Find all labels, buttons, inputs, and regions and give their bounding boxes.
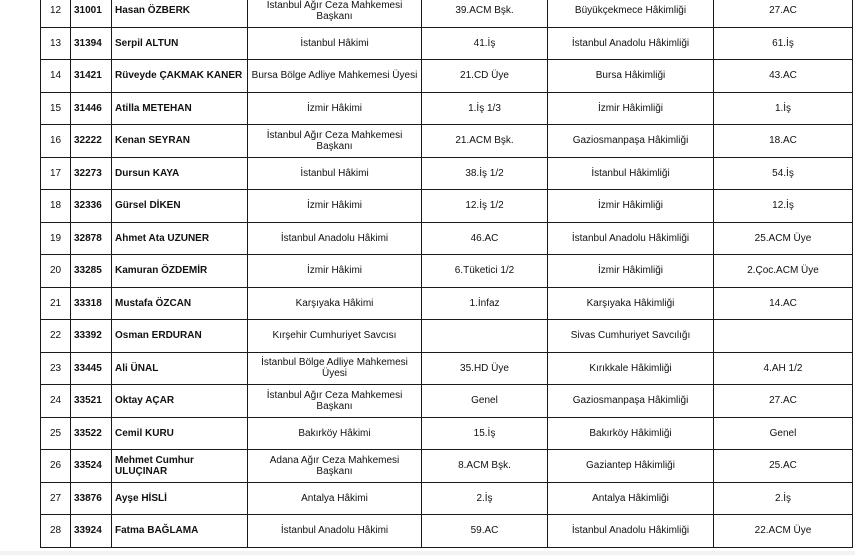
- new-post-cell: 43.AC: [714, 60, 853, 93]
- table-row: [41, 92, 853, 125]
- new-post-cell: 4.AH 1/2: [714, 352, 853, 385]
- new-post-cell: 25.AC: [714, 450, 853, 483]
- current-position-cell: Antalya Hâkimi: [248, 482, 422, 515]
- current-post-cell: 41.İş: [422, 27, 548, 60]
- person-name-cell: Serpil ALTUN: [112, 27, 248, 60]
- row-number-cell: 19: [41, 222, 71, 255]
- new-post-cell: 2.İş: [714, 482, 853, 515]
- current-post-cell: 35.HD Üye: [422, 352, 548, 385]
- current-position-cell: İzmir Hâkimi: [248, 92, 422, 125]
- registry-number-cell: 32222: [71, 125, 112, 158]
- current-post-cell: 15.İş: [422, 417, 548, 450]
- row-number-cell: 15: [41, 92, 71, 125]
- row-number-cell: 28: [41, 515, 71, 548]
- new-post-cell: 25.ACM Üye: [714, 222, 853, 255]
- person-name-cell: Kamuran ÖZDEMİR: [112, 255, 248, 288]
- table-row: [41, 352, 853, 385]
- new-position-cell: İzmir Hâkimliği: [548, 190, 714, 223]
- current-position-cell: İzmir Hâkimi: [248, 190, 422, 223]
- current-position-cell: İstanbul Ağır Ceza Mahkemesi Başkanı: [248, 0, 422, 27]
- current-post-cell: [422, 320, 548, 353]
- registry-number-cell: 31394: [71, 27, 112, 60]
- table-row: [41, 417, 853, 450]
- table-row: [41, 190, 853, 223]
- assignment-table: [40, 0, 853, 548]
- person-name-cell: Kenan SEYRAN: [112, 125, 248, 158]
- registry-number-cell: 33392: [71, 320, 112, 353]
- registry-number-cell: 33285: [71, 255, 112, 288]
- current-post-cell: 1.İnfaz: [422, 287, 548, 320]
- registry-number-cell: 31001: [71, 0, 112, 27]
- new-post-cell: Genel: [714, 417, 853, 450]
- new-post-cell: 2.Çoc.ACM Üye: [714, 255, 853, 288]
- person-name-cell: Oktay AÇAR: [112, 385, 248, 418]
- row-number-cell: 22: [41, 320, 71, 353]
- person-name-cell: Cemil KURU: [112, 417, 248, 450]
- new-position-cell: Gaziosmanpaşa Hâkimliği: [548, 125, 714, 158]
- table-row: [41, 385, 853, 418]
- new-position-cell: Gaziosmanpaşa Hâkimliği: [548, 385, 714, 418]
- current-post-cell: Genel: [422, 385, 548, 418]
- new-position-cell: Karşıyaka Hâkimliği: [548, 287, 714, 320]
- new-position-cell: Büyükçekmece Hâkimliği: [548, 0, 714, 27]
- row-number-cell: 14: [41, 60, 71, 93]
- registry-number-cell: 33524: [71, 450, 112, 483]
- new-post-cell: 1.İş: [714, 92, 853, 125]
- new-post-cell: 12.İş: [714, 190, 853, 223]
- new-post-cell: 18.AC: [714, 125, 853, 158]
- registry-number-cell: 33522: [71, 417, 112, 450]
- table-row: [41, 320, 853, 353]
- person-name-cell: Fatma BAĞLAMA: [112, 515, 248, 548]
- current-post-cell: 1.İş 1/3: [422, 92, 548, 125]
- registry-number-cell: 31421: [71, 60, 112, 93]
- table-body: [41, 0, 853, 547]
- table-row: [41, 255, 853, 288]
- current-position-cell: İstanbul Hâkimi: [248, 157, 422, 190]
- row-number-cell: 13: [41, 27, 71, 60]
- current-post-cell: 39.ACM Bşk.: [422, 0, 548, 27]
- current-post-cell: 8.ACM Bşk.: [422, 450, 548, 483]
- current-position-cell: Bakırköy Hâkimi: [248, 417, 422, 450]
- page-bottom-edge: [0, 551, 855, 555]
- person-name-cell: Gürsel DİKEN: [112, 190, 248, 223]
- row-number-cell: 25: [41, 417, 71, 450]
- current-position-cell: Kırşehir Cumhuriyet Savcısı: [248, 320, 422, 353]
- person-name-cell: Mehmet Cumhur ULUÇINAR: [112, 450, 248, 483]
- table-row: [41, 0, 853, 27]
- current-position-cell: İstanbul Anadolu Hâkimi: [248, 515, 422, 548]
- row-number-cell: 27: [41, 482, 71, 515]
- row-number-cell: 23: [41, 352, 71, 385]
- current-position-cell: İstanbul Bölge Adliye Mahkemesi Üyesi: [248, 352, 422, 385]
- new-position-cell: İstanbul Hâkimliği: [548, 157, 714, 190]
- registry-number-cell: 33924: [71, 515, 112, 548]
- person-name-cell: Hasan ÖZBERK: [112, 0, 248, 27]
- new-post-cell: 61.İş: [714, 27, 853, 60]
- new-post-cell: 22.ACM Üye: [714, 515, 853, 548]
- row-number-cell: 20: [41, 255, 71, 288]
- table-row: [41, 482, 853, 515]
- registry-number-cell: 32336: [71, 190, 112, 223]
- current-post-cell: 38.İş 1/2: [422, 157, 548, 190]
- row-number-cell: 16: [41, 125, 71, 158]
- person-name-cell: Mustafa ÖZCAN: [112, 287, 248, 320]
- new-post-cell: 27.AC: [714, 385, 853, 418]
- new-position-cell: Kırıkkale Hâkimliği: [548, 352, 714, 385]
- current-post-cell: 12.İş 1/2: [422, 190, 548, 223]
- registry-number-cell: 33521: [71, 385, 112, 418]
- table-row: [41, 515, 853, 548]
- table-row: [41, 450, 853, 483]
- current-post-cell: 59.AC: [422, 515, 548, 548]
- new-position-cell: Gaziantep Hâkimliği: [548, 450, 714, 483]
- new-position-cell: İzmir Hâkimliği: [548, 92, 714, 125]
- new-post-cell: 27.AC: [714, 0, 853, 27]
- new-post-cell: [714, 320, 853, 353]
- registry-number-cell: 33876: [71, 482, 112, 515]
- row-number-cell: 26: [41, 450, 71, 483]
- new-position-cell: Sivas Cumhuriyet Savcılığı: [548, 320, 714, 353]
- new-position-cell: İzmir Hâkimliği: [548, 255, 714, 288]
- table-row: [41, 157, 853, 190]
- new-position-cell: İstanbul Anadolu Hâkimliği: [548, 222, 714, 255]
- current-position-cell: İstanbul Hâkimi: [248, 27, 422, 60]
- row-number-cell: 21: [41, 287, 71, 320]
- registry-number-cell: 32878: [71, 222, 112, 255]
- new-position-cell: Bursa Hâkimliği: [548, 60, 714, 93]
- row-number-cell: 24: [41, 385, 71, 418]
- person-name-cell: Osman ERDURAN: [112, 320, 248, 353]
- current-post-cell: 2.İş: [422, 482, 548, 515]
- current-position-cell: Karşıyaka Hâkimi: [248, 287, 422, 320]
- new-post-cell: 54.İş: [714, 157, 853, 190]
- person-name-cell: Dursun KAYA: [112, 157, 248, 190]
- table-row: [41, 222, 853, 255]
- new-position-cell: Antalya Hâkimliği: [548, 482, 714, 515]
- current-position-cell: İzmir Hâkimi: [248, 255, 422, 288]
- person-name-cell: Rüveyde ÇAKMAK KANER: [112, 60, 248, 93]
- registry-number-cell: 31446: [71, 92, 112, 125]
- current-post-cell: 6.Tüketici 1/2: [422, 255, 548, 288]
- new-post-cell: 14.AC: [714, 287, 853, 320]
- table-row: [41, 287, 853, 320]
- person-name-cell: Atilla METEHAN: [112, 92, 248, 125]
- registry-number-cell: 32273: [71, 157, 112, 190]
- table-row: [41, 27, 853, 60]
- table-row: [41, 60, 853, 93]
- registry-number-cell: 33318: [71, 287, 112, 320]
- current-position-cell: İstanbul Anadolu Hâkimi: [248, 222, 422, 255]
- row-number-cell: 12: [41, 0, 71, 27]
- new-position-cell: İstanbul Anadolu Hâkimliği: [548, 515, 714, 548]
- new-position-cell: Bakırköy Hâkimliği: [548, 417, 714, 450]
- person-name-cell: Ali ÜNAL: [112, 352, 248, 385]
- current-position-cell: Bursa Bölge Adliye Mahkemesi Üyesi: [248, 60, 422, 93]
- current-post-cell: 21.ACM Bşk.: [422, 125, 548, 158]
- registry-number-cell: 33445: [71, 352, 112, 385]
- current-position-cell: Adana Ağır Ceza Mahkemesi Başkanı: [248, 450, 422, 483]
- current-position-cell: İstanbul Ağır Ceza Mahkemesi Başkanı: [248, 125, 422, 158]
- current-post-cell: 46.AC: [422, 222, 548, 255]
- row-number-cell: 18: [41, 190, 71, 223]
- current-position-cell: İstanbul Ağır Ceza Mahkemesi Başkanı: [248, 385, 422, 418]
- row-number-cell: 17: [41, 157, 71, 190]
- table-row: [41, 125, 853, 158]
- person-name-cell: Ayşe HİSLİ: [112, 482, 248, 515]
- person-name-cell: Ahmet Ata UZUNER: [112, 222, 248, 255]
- new-position-cell: İstanbul Anadolu Hâkimliği: [548, 27, 714, 60]
- current-post-cell: 21.CD Üye: [422, 60, 548, 93]
